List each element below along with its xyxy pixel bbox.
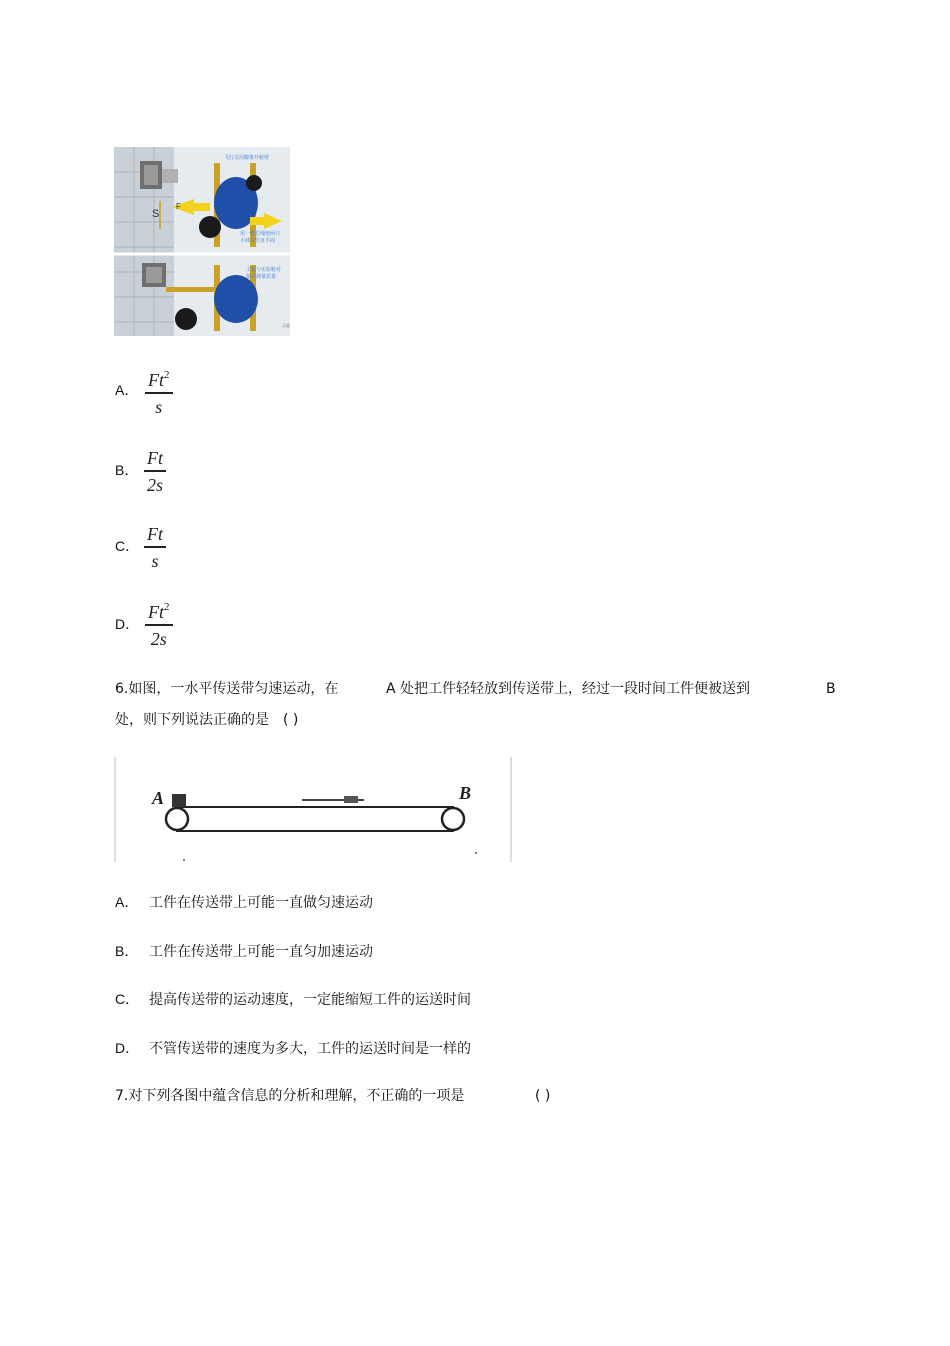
belt-label-a: A: [152, 788, 165, 808]
q6-option-b-text: 工件在传送带上可能一直匀加速运动: [149, 944, 373, 960]
q6-option-d[interactable]: [115, 1038, 471, 1058]
q6-option-a-letter: A．: [115, 894, 139, 910]
q5-option-a-formula: Ft$^2$ s: [145, 365, 173, 417]
figure-label-f: F: [176, 202, 181, 211]
svg-text:飞行员用脚推开舱壁: 飞行员用脚推开舱壁: [224, 155, 270, 161]
figure-label-s: S: [152, 208, 160, 220]
q6-option-b-letter: B．: [115, 943, 139, 959]
space-experiment-illustration: [114, 147, 290, 336]
svg-text:用一根长绳使两只: 用一根长绳使两只: [240, 231, 281, 237]
q6-option-c-letter: C．: [115, 991, 140, 1007]
q5-option-d-formula: Ft$^2$ 2s: [145, 597, 173, 649]
q5-option-d-letter[interactable]: D．: [115, 616, 140, 632]
q6-stem-line2: 处，则下列说法正确的是 ( ): [115, 712, 299, 728]
q6-stem-part3: B: [826, 681, 836, 697]
svg-text:主舱与实验舱对: 主舱与实验舱对: [246, 267, 282, 273]
q7-answer-paren: ( ): [535, 1088, 551, 1104]
q7-stem: 7.对下列各图中蕴含信息的分析和理解，不正确的一项是: [115, 1088, 465, 1104]
q6-option-c[interactable]: [115, 989, 471, 1009]
svg-text:小球在竖直平面: 小球在竖直平面: [240, 238, 276, 244]
q5-option-b-formula: Ft 2s: [144, 443, 166, 495]
space-experiment-figure: [114, 147, 290, 336]
q5-option-a-letter[interactable]: A．: [115, 382, 139, 398]
q6-option-d-letter: D．: [115, 1040, 140, 1056]
q6-option-d-text: 不管传送带的速度为多大，工件的运送时间是一样的: [149, 1041, 471, 1057]
q6-option-a[interactable]: [115, 892, 373, 912]
q6-stem-part2: A 处把工件轻轻放到传送带上，经过一段时间工件便被送到: [386, 681, 751, 697]
q5-option-c-letter[interactable]: C．: [115, 538, 140, 554]
svg-text:接并测量质量: 接并测量质量: [246, 274, 277, 280]
conveyor-belt-diagram: [114, 757, 512, 862]
q6-option-a-text: 工件在传送带上可能一直做匀速运动: [149, 895, 373, 911]
q6-stem-part1: 6.如图，一水平传送带匀速运动，在: [115, 681, 339, 697]
q5-option-c-formula: Ft s: [144, 519, 166, 571]
conveyor-belt-figure: [114, 757, 512, 862]
belt-label-b: B: [459, 783, 472, 803]
svg-text:示意: 示意: [282, 323, 290, 328]
q6-option-c-text: 提高传送带的运动速度，一定能缩短工件的运送时间: [149, 992, 471, 1008]
q6-option-b[interactable]: [115, 941, 373, 961]
q5-option-b-letter[interactable]: B．: [115, 462, 139, 478]
